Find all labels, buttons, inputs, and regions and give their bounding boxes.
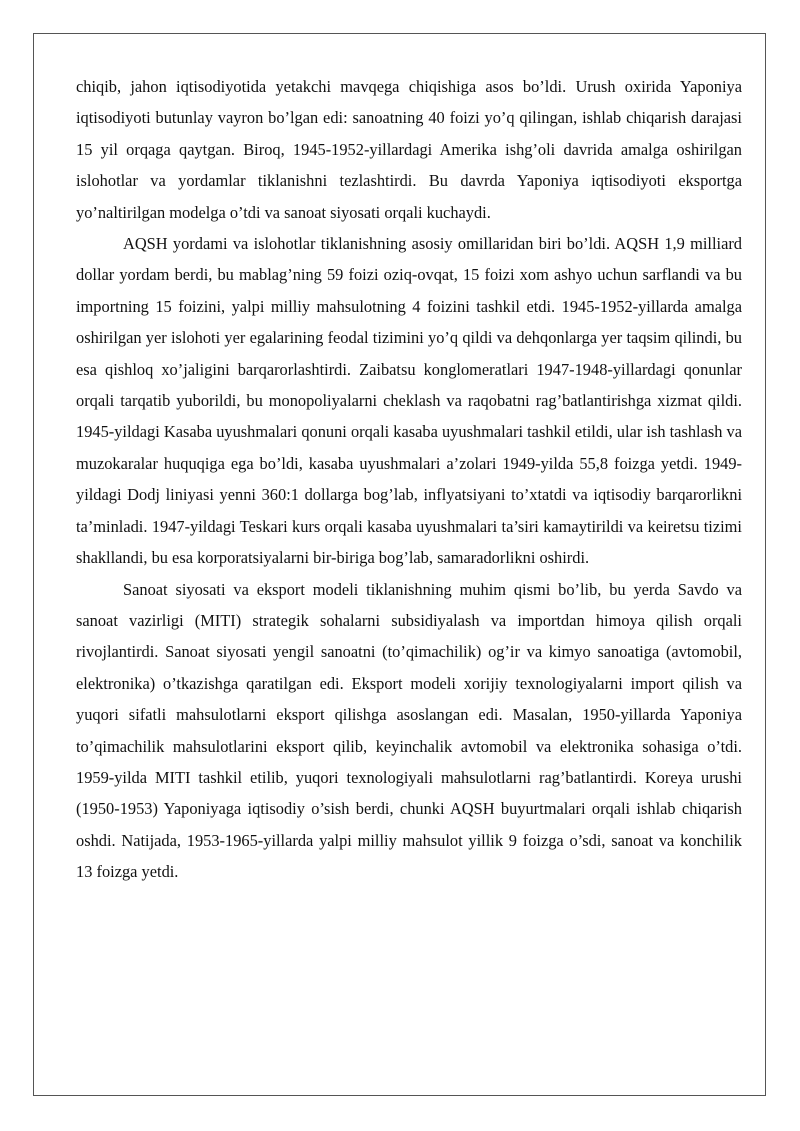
paragraph-1: chiqib, jahon iqtisodiyotida yetakchi mavqega chiqishiga asos bo’ldi. Urush oxirida Yaponiya iqtisodiyoti butunlay vayron bo’lgan edi: sanoatning 40 foizi yo’q qilingan, ishlab chiqarish darajasi 15 yil orqaga qaytgan. Biroq, 1945-1952-yillardagi Amerika ishg’oli davrida amalga oshirilgan islohotlar va yordamlar tiklanishni tezlashtirdi. Bu davrda Yaponiya iqtisodiyoti eksportga yo’naltirilgan modelga o’tdi va sanoat siyosati orqali kuchaydi. xyxy=(76,77,742,222)
paragraph-3: Sanoat siyosati va eksport modeli tiklanishning muhim qismi bo’lib, bu yerda Savdo va sanoat vazirligi (MITI) strategik sohalarni subsidiyalash va importdan himoya qilish orqali rivojlantirdi. Sanoat siyosati yengil sanoatni (to’qimachilik) og’ir va kimyo sanoatiga (avtomobil, elektronika) o’tkazishga qaratilgan edi. Eksport modeli xorijiy texnologiyalarni import qilish va yuqori sifatli mahsulotlarni eksport qilishga asoslangan edi. Masalan, 1950-yillarda Yaponiya to’qimachilik mahsulotlarini eksport qilib, keyinchalik avtomobil va elektronika sohasiga o’tdi. 1959-yilda MITI tashkil etilib, yuqori texnologiyali mahsulotlarni rag’batlantirdi. Koreya urushi (1950-1953) Yaponiyaga iqtisodiy o’sish berdi, chunki AQSH buyurtmalari orqali ishlab chiqarish oshdi. Natijada, 1953-1965-yillarda yalpi milliy mahsulot yillik 9 foizga o’sdi, sanoat va konchilik 13 foizga yetdi. xyxy=(76,579,742,882)
paragraph-2: AQSH yordami va islohotlar tiklanishning asosiy omillaridan biri bo’ldi. AQSH 1,9 milliard dollar yordam berdi, bu mablag’ning 59 foizi oziq-ovqat, 15 foizi xom ashyo uchun sarflandi va bu importning 15 foizini, yalpi milliy mahsulotning 4 foizini tashkil etdi. 1945-1952-yillarda amalga oshirilgan yer islohoti yer egalarining feodal tizimini yo’q qildi va dehqonlarga yer taqsim qilindi, bu esa qishloq xo’jaligini barqarorlashtirdi. Zaibatsu konglomeratlari 1947-1948-yillardagi qonunlar orqali tarqatib yuborildi, bu monopoliyalarni cheklash va raqobatni rag’batlantirishga xizmat qildi. 1945-yildagi Kasaba uyushmalari qonuni orqali kasaba uyushmalari tashkil etildi, ular ish tashlash va muzokaralar huquqiga ega bo’ldi, kasaba uyushmalari a’zolari 1949-yilda 55,8 foizga yetdi. 1949-yildagi Dodj liniyasi yenni 360:1 dollarga bog’lab, inflyatsiyani to’xtatdi va iqtisodiy barqarorlikni ta’minladi. 1947-yildagi Teskari kurs orqali kasaba uyushmalari ta’siri kamaytirildi va keiretsu tizimi shakllandi, bu esa korporatsiyalarni bir-biriga bog’lab, samaradorlikni oshirdi. xyxy=(76,234,742,568)
document-body xyxy=(76,71,742,888)
